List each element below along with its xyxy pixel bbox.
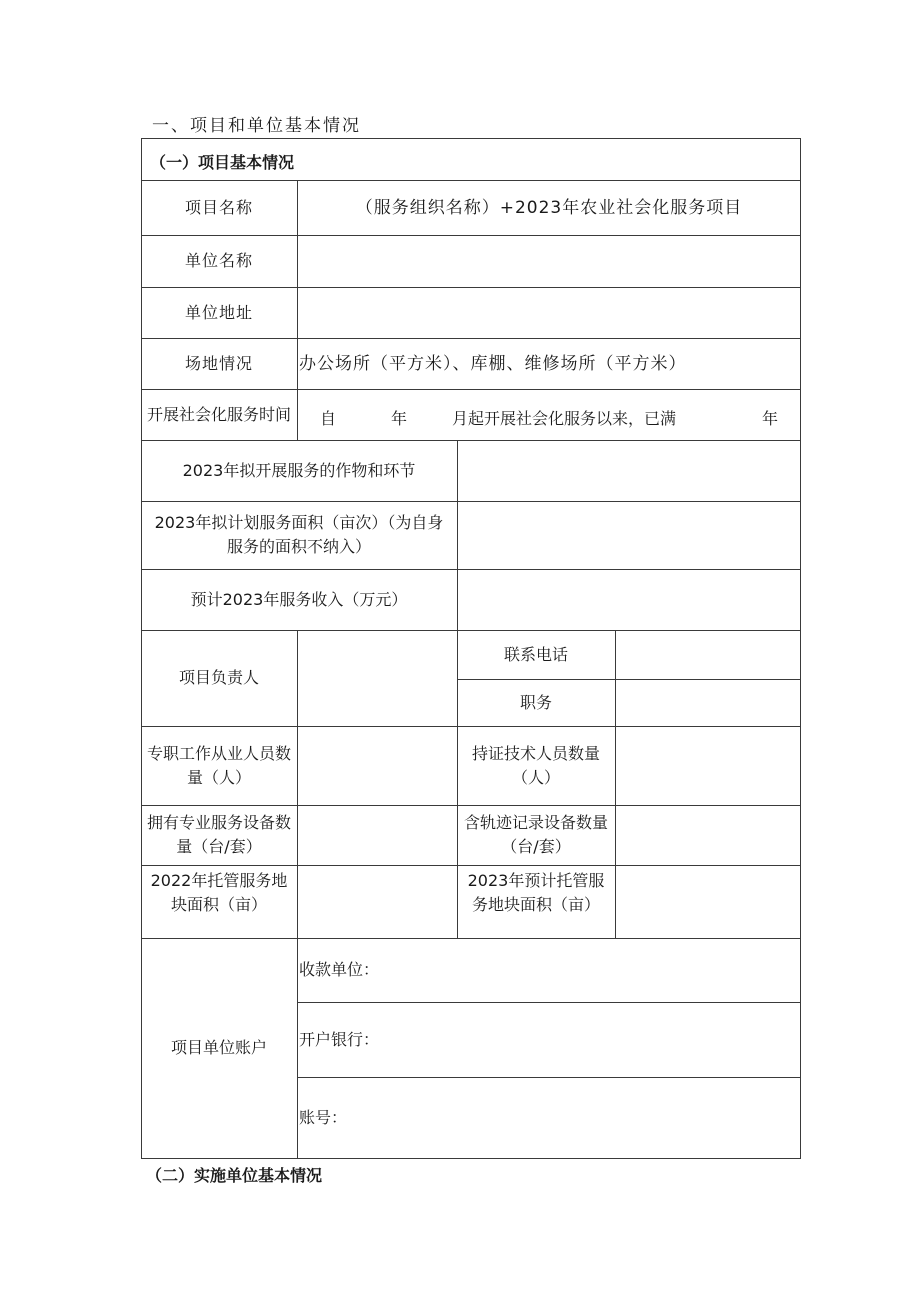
tracking-field[interactable] [615, 805, 801, 865]
leader-field[interactable] [297, 630, 457, 726]
site-label: 场地情况 [184, 353, 253, 373]
payee-field[interactable]: 收款单位： [299, 960, 380, 979]
section-2-title: （二）实施单位基本情况 [146, 1166, 323, 1185]
trust-2022-field[interactable] [297, 865, 457, 938]
crops-label: 2023年拟开展服务的作物和环节 [182, 460, 416, 480]
position-label: 职务 [519, 692, 552, 712]
trust-2023-label: 2023年预计托管服务地块面积（亩） [467, 871, 605, 914]
account-number-field[interactable]: 账号： [299, 1107, 348, 1127]
phone-field[interactable] [615, 630, 801, 679]
section-1-title: （一）项目基本情况 [150, 153, 295, 172]
bank-field[interactable]: 开户银行： [299, 1029, 380, 1049]
position-field[interactable] [615, 679, 801, 726]
staff-field[interactable] [297, 726, 457, 805]
certified-label: 持证技术人员数量（人） [471, 743, 600, 787]
project-name-label: 项目名称 [184, 197, 253, 217]
certified-field[interactable] [615, 726, 801, 805]
area-label: 2023年拟计划服务面积（亩次）（为自身服务的面积不纳入） [154, 513, 444, 556]
service-time-from: 自 [320, 409, 337, 428]
leader-label: 项目负责人 [178, 668, 259, 687]
phone-label: 联系电话 [503, 644, 568, 664]
area-field[interactable] [457, 501, 801, 569]
unit-address-label: 单位地址 [184, 302, 253, 322]
trust-2022-label: 2022年托管服务地块面积（亩） [150, 871, 288, 914]
equipment-field[interactable] [297, 805, 457, 865]
income-field[interactable] [457, 569, 801, 630]
unit-name-field[interactable] [297, 235, 801, 287]
staff-label: 专职工作从业人员数量（人） [146, 743, 291, 787]
service-time-year-end: 年 [762, 409, 779, 428]
account-label: 项目单位账户 [170, 1038, 267, 1057]
service-time-label: 开展社会化服务时间 [146, 404, 291, 424]
service-time-year: 年 [391, 409, 408, 428]
income-label: 预计2023年服务收入（万元） [190, 589, 408, 609]
service-time-text: 月起开展社会化服务以来，已满 [452, 409, 677, 428]
crops-field[interactable] [457, 440, 801, 501]
page-heading: 一、项目和单位基本情况 [152, 116, 361, 136]
project-name-value[interactable]: （服务组织名称）+2023年农业社会化服务项目 [355, 197, 743, 218]
unit-address-field[interactable] [297, 287, 801, 338]
unit-name-label: 单位名称 [184, 251, 253, 270]
trust-2023-field[interactable] [615, 865, 801, 938]
site-value[interactable]: 办公场所（平方米）、库棚、维修场所（平方米） [299, 353, 687, 374]
tracking-label: 含轨迹记录设备数量（台/套） [463, 813, 608, 856]
equipment-label: 拥有专业服务设备数量（台/套） [146, 813, 291, 856]
